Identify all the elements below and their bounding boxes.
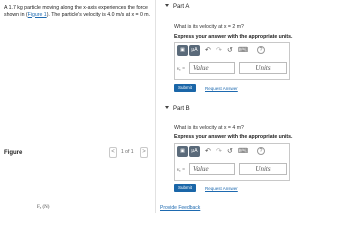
part-a-submit-button[interactable]: Submit [174,84,196,92]
part-a-header[interactable] [165,4,189,10]
keyboard-icon[interactable]: ⌨ [238,47,249,54]
part-a-variable-label: vₓ = [177,67,186,72]
figure-link[interactable]: Figure 1 [27,11,47,18]
part-b-value-input[interactable]: Value [189,163,235,175]
reset-icon[interactable]: ↺ [227,148,233,155]
part-b-variable-label: vₓ = [177,168,186,173]
part-b-title: Part B [173,106,190,112]
problem-line-1: A 1.7 kg particle moving along the x-axis experiences the force [4,5,148,11]
reset-icon[interactable]: ↺ [227,47,233,54]
part-a-units-input[interactable]: Units [239,62,287,74]
chevron-down-icon [165,4,169,7]
part-b-answer-box [174,143,290,181]
part-a-answer-box [174,42,290,80]
part-b-submit-button[interactable]: Submit [174,184,196,192]
template-icon[interactable]: ▣ [177,45,188,56]
undo-icon[interactable]: ↶ [205,148,211,155]
redo-icon[interactable]: ↷ [216,148,222,155]
problem-line-2-post: ). The particle's velocity is 4.0 m/s at x = 0 m. [46,11,151,18]
part-b-question: What is its velocity at x = 4 m? [174,125,244,131]
part-a-value-input[interactable]: Value [189,62,235,74]
keyboard-icon[interactable]: ⌨ [238,148,249,155]
part-b-request-answer-link[interactable]: Request Answer [205,186,238,191]
figure-axis-label: Fₓ (N) [37,205,50,210]
mu-symbol-button[interactable]: μA [189,45,200,56]
figure-counter: 1 of 1 [121,149,134,155]
problem-line-2-pre: shown in ( [4,11,28,18]
undo-icon[interactable]: ↶ [205,47,211,54]
part-a-instruction: Express your answer with the appropriate units. [174,34,293,40]
figure-prev-button[interactable]: < [109,147,117,158]
chevron-down-icon [165,106,169,109]
help-icon[interactable]: ? [257,46,265,54]
part-a-request-answer-link[interactable]: Request Answer [205,86,238,91]
problem-panel [0,0,156,213]
mu-symbol-button[interactable]: μA [189,146,200,157]
problem-statement [4,5,154,18]
part-b-units-input[interactable]: Units [239,163,287,175]
figure-next-button[interactable]: > [140,147,148,158]
figure-label: Figure [4,150,23,156]
redo-icon[interactable]: ↷ [216,47,222,54]
help-icon[interactable]: ? [257,147,265,155]
template-icon[interactable]: ▣ [177,146,188,157]
problem-line-2 [4,12,154,19]
provide-feedback-link[interactable]: Provide Feedback [160,205,201,211]
part-b-instruction: Express your answer with the appropriate units. [174,134,293,140]
part-a-title: Part A [173,4,190,10]
part-a-question: What is its velocity at x = 2 m? [174,24,244,30]
part-b-header[interactable] [165,106,190,112]
